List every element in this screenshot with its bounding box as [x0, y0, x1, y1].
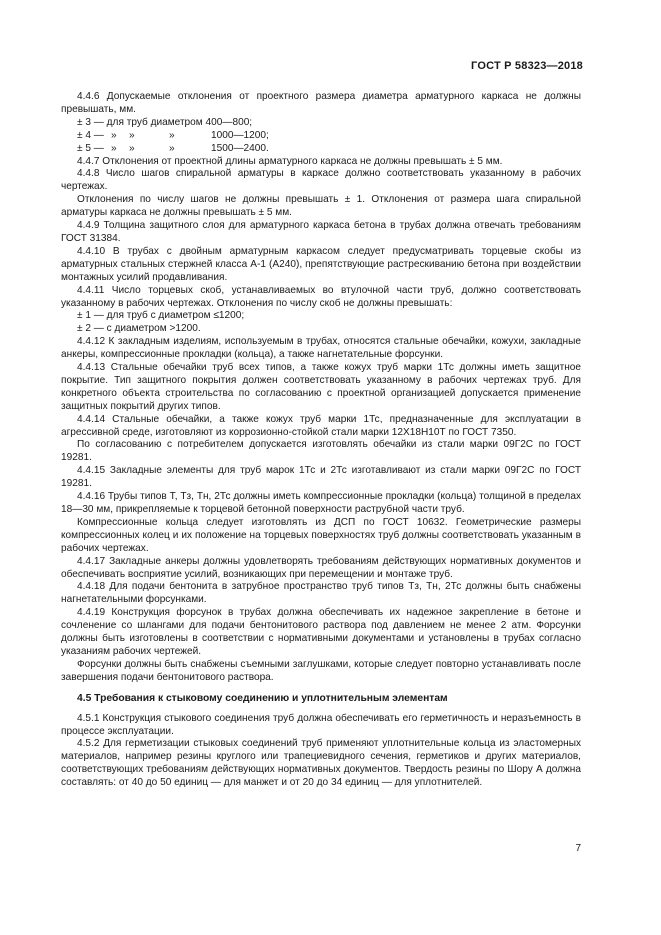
paragraph-4-4-8: 4.4.8 Число шагов спиральной арматуры в каркасе должно соответствовать указанному в рабочих чертежах.: [61, 168, 581, 193]
page-body: [61, 91, 581, 790]
tolerance-row: [61, 143, 581, 156]
paragraph-4-4-15: 4.4.15 Закладные элементы для труб марок 1Тс и 2Тс изготавливают из стали марки 09Г2С по ГОСТ 19281.: [61, 465, 581, 490]
tolerance-row: [61, 130, 581, 143]
tolerance-range: 1500—2400.: [211, 142, 269, 154]
paragraph-4-4-17: 4.4.17 Закладные анкеры должны удовлетворять требованиям действующих нормативных документов и обеспечивать восприятие усилий, возникающих при перемещении и монтаже труб.: [61, 555, 581, 580]
section-heading-4-5: 4.5 Требования к стыковому соединению и уплотнительным элементам: [77, 692, 448, 704]
paragraph-4-4-8-cont: Отклонения по числу шагов не должны превышать ± 1. Отклонения от размера шага спиральной арматуры каркаса не должны превышать ± 5 мм.: [61, 194, 581, 219]
tolerance-prefix: ± 5 —: [77, 142, 104, 154]
page-number: 7: [575, 843, 581, 854]
paragraph-4-4-16-cont: Компрессионные кольца следует изготовлять из ДСП по ГОСТ 10632. Геометрические размеры компрессионных колец и их положение на торцевых поверхностях труб должны соответствовать указанным в рабочих чертежах.: [61, 516, 581, 554]
tolerance-prefix: ± 4 —: [77, 129, 104, 141]
ditto-mark: »: [169, 142, 175, 154]
paragraph-4-4-13: 4.4.13 Стальные обечайки труб всех типов, а также кожух труб марки 1Тс должны иметь защитное покрытие. Тип защитного покрытия должен соответствовать указанному в рабочих чертежах труб. Для конкретного объекта строительства по согласованию с проектной организацией допускается применение защитных покрытий других типов.: [61, 362, 581, 412]
paragraph-4-4-19: 4.4.19 Конструкция форсунок в трубах должна обеспечивать их надежное закрепление в бетоне и сочленение со шлангами для подачи бентонитового раствора под давлением не менее 2 атм. Форсунки должны быть изготовлены в соответствии с нормативными документами и установлены в трубах согласно указаниям рабочих чертежей.: [61, 607, 581, 657]
paragraph-4-4-12: 4.4.12 К закладным изделиям, используемым в трубах, относятся стальные обечайки, кожухи, закладные анкеры, компрессионные прокладки (кольца), а также нагнетательные форсунки.: [61, 336, 581, 361]
tolerance-range: 1000—1200;: [211, 129, 269, 141]
brace-tolerance-line: ± 1 — для труб с диаметром ≤1200;: [77, 310, 245, 322]
ditto-mark: »: [129, 142, 135, 154]
paragraph-4-4-18: 4.4.18 Для подачи бентонита в затрубное пространство труб типов Тз, Тн, 2Тс должны быть снабжены нагнетательными форсунками.: [61, 581, 581, 606]
paragraph-4-4-19-cont: Форсунки должны быть снабжены съемными заглушками, которые следует повторно устанавливать после завершения подачи бентонитового раствора.: [61, 658, 581, 683]
ditto-mark: »: [111, 142, 117, 154]
brace-tolerance-line: ± 2 — с диаметром >1200.: [77, 323, 201, 335]
paragraph-4-4-16: 4.4.16 Трубы типов Т, Тз, Тн, 2Тс должны иметь компрессионные прокладки (кольца) толщиной в пределах 18—30 мм, прикрепляемые к торцевой бетонной поверхности раструбной части труб.: [61, 491, 581, 515]
paragraph-4-4-14-cont: По согласованию с потребителем допускается изготовлять обечайки из стали марки 09Г2С по ГОСТ 19281.: [61, 439, 581, 464]
paragraph-4-4-7: 4.4.7 Отклонения от проектной длины арматурного каркаса не должны превышать ± 5 мм.: [77, 155, 503, 167]
paragraph-4-4-10: 4.4.10 В трубах с двойным арматурным каркасом следует предусматривать торцевые скобы из арматурных стальных стержней класса А-1 (А240), препятствующие растрескиванию бетона при воздействии монтажных усилий продавливания.: [61, 245, 581, 283]
paragraph-4-4-11: 4.4.11 Число торцевых скоб, устанавливаемых во втулочной части труб, должно соответствовать указанному в рабочих чертежах. Отклонения по числу скоб не должны превышать:: [61, 284, 581, 309]
paragraph-4-4-6: 4.4.6 Допускаемые отклонения от проектного размера диаметра арматурного каркаса не должны превышать, мм.: [61, 91, 581, 115]
tolerance-line: ± 3 — для труб диаметром 400—800;: [77, 116, 253, 128]
ditto-mark: »: [129, 129, 135, 141]
paragraph-4-4-9: 4.4.9 Толщина защитного слоя для арматурного каркаса бетона в трубах должна отвечать требованиям ГОСТ 31384.: [61, 220, 581, 244]
paragraph-4-5-1: 4.5.1 Конструкция стыкового соединения труб должна обеспечивать его герметичность и неразъемность в процессе эксплуатации.: [61, 712, 581, 737]
document-code: ГОСТ Р 58323—2018: [471, 60, 583, 72]
paragraph-4-4-14: 4.4.14 Стальные обечайки, а также кожух труб марки 1Тс, предназначенные для эксплуатации в агрессивной среде, изготовляют из коррозионно-стойкой стали марки 12Х18Н10Т по ГОСТ 7350.: [61, 413, 581, 438]
ditto-mark: »: [169, 129, 175, 141]
paragraph-4-5-2: 4.5.2 Для герметизации стыковых соединений труб применяют уплотнительные кольца из эластомерных материалов, например резины круглого или трапециевидного сечения, герметиков и других материалов, соответствующих требованиям действующих нормативных документов. Твердость резины по Шору А должна составлять: от 40 до 50 единиц — для манжет и от 20 до 34 единиц — для уплотнителей.: [61, 738, 581, 789]
ditto-mark: »: [111, 129, 117, 141]
